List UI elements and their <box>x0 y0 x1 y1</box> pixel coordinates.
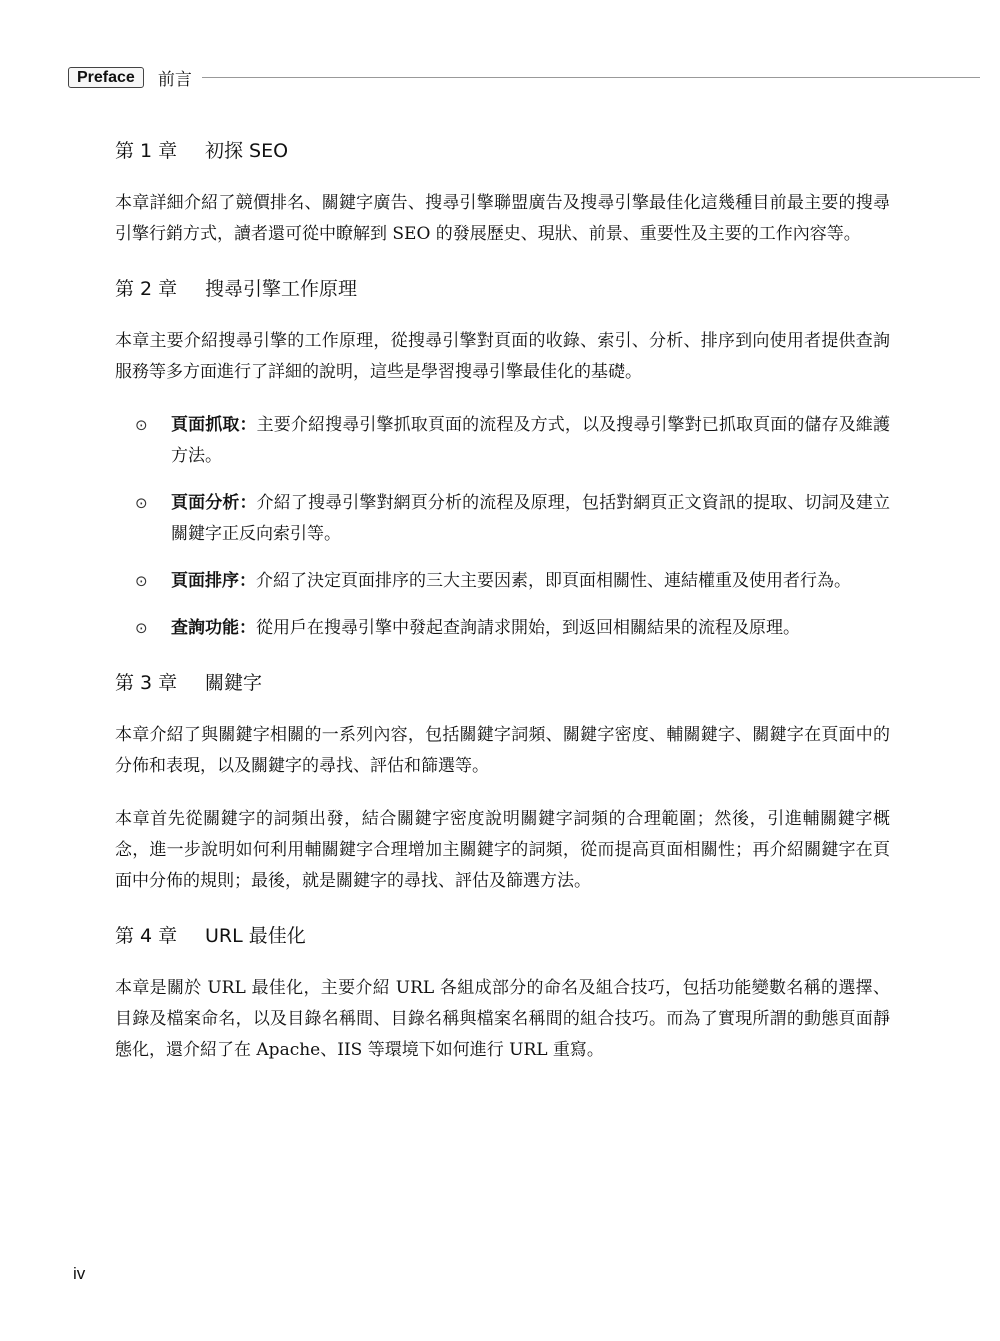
chapter-paragraph: 本章詳細介紹了競價排名、關鍵字廣告、搜尋引擎聯盟廣告及搜尋引擎最佳化這幾種目前最主要的搜尋引擎行銷方式，讀者還可從中瞭解到 SEO 的發展歷史、現狀、前景、重要性及主要的工作內容等。 <box>115 193 890 244</box>
chapter-heading <box>115 919 890 953</box>
chapter-number: 第 1 章 <box>115 140 178 162</box>
chapter-name: 搜尋引擎工作原理 <box>205 278 358 300</box>
circled-dot-bullet-icon: ⊙ <box>135 572 148 590</box>
topic-list <box>115 410 890 644</box>
section-title: 前言 <box>157 69 192 90</box>
section-tag: Preface <box>68 67 144 88</box>
list-item-text: 主要介紹搜尋引擎抓取頁面的流程及方式，以及搜尋引擎對已抓取頁面的儲存及維護方法。 <box>171 415 891 466</box>
list-item-term: 頁面排序： <box>171 571 256 591</box>
chapter-number: 第 2 章 <box>115 278 178 300</box>
page-number: iv <box>73 1264 86 1283</box>
list-item <box>115 410 890 472</box>
circled-dot-bullet-icon: ⊙ <box>135 619 148 637</box>
chapter-2 <box>115 272 890 644</box>
list-item <box>115 566 890 597</box>
list-item-text: 從用戶在搜尋引擎中發起查詢請求開始，到返回相關結果的流程及原理。 <box>256 618 800 638</box>
list-item-term: 查詢功能： <box>171 618 256 638</box>
running-header <box>68 66 980 88</box>
list-item <box>115 488 890 550</box>
chapter-heading <box>115 666 890 700</box>
header-rule <box>202 77 980 78</box>
chapter-4 <box>115 919 890 1066</box>
chapter-name: 初探 SEO <box>205 140 289 162</box>
list-item-text: 介紹了決定頁面排序的三大主要因素，即頁面相關性、連結權重及使用者行為。 <box>256 571 851 591</box>
list-item-text: 介紹了搜尋引擎對網頁分析的流程及原理，包括對網頁正文資訊的提取、切詞及建立關鍵字正反向索引等。 <box>171 493 891 544</box>
page-content <box>115 134 890 1088</box>
chapter-paragraph: 本章介紹了與關鍵字相關的一系列內容，包括關鍵字詞頻、關鍵字密度、輔關鍵字、關鍵字在頁面中的分佈和表現，以及關鍵字的尋找、評估和篩選等。 <box>115 725 890 776</box>
chapter-3 <box>115 666 890 897</box>
circled-dot-bullet-icon: ⊙ <box>135 494 148 512</box>
chapter-number: 第 3 章 <box>115 672 178 694</box>
chapter-name: 關鍵字 <box>205 672 263 694</box>
chapter-heading <box>115 134 890 168</box>
chapter-number: 第 4 章 <box>115 925 178 947</box>
chapter-name: URL 最佳化 <box>205 925 306 947</box>
chapter-1 <box>115 134 890 250</box>
circled-dot-bullet-icon: ⊙ <box>135 416 148 434</box>
list-item-term: 頁面分析： <box>171 493 257 513</box>
list-item-term: 頁面抓取： <box>171 415 257 435</box>
list-item <box>115 613 890 644</box>
chapter-heading <box>115 272 890 306</box>
chapter-paragraph: 本章首先從關鍵字的詞頻出發，結合關鍵字密度說明關鍵字詞頻的合理範圍；然後，引進輔關鍵字概念，進一步說明如何利用輔關鍵字合理增加主關鍵字的詞頻，從而提高頁面相關性；再介紹關鍵字在頁面中分佈的規則；最後，就是關鍵字的尋找、評估及篩選方法。 <box>115 809 890 891</box>
chapter-paragraph: 本章主要介紹搜尋引擎的工作原理，從搜尋引擎對頁面的收錄、索引、分析、排序到向使用者提供查詢服務等多方面進行了詳細的說明，這些是學習搜尋引擎最佳化的基礎。 <box>115 331 890 382</box>
chapter-paragraph: 本章是關於 URL 最佳化，主要介紹 URL 各組成部分的命名及組合技巧，包括功能變數名稱的選擇、目錄及檔案命名，以及目錄名稱間、目錄名稱與檔案名稱間的組合技巧。而為了實現所謂的動態頁面靜態化，還介紹了在 Apache、IIS 等環境下如何進行 URL 重寫。 <box>115 978 890 1060</box>
